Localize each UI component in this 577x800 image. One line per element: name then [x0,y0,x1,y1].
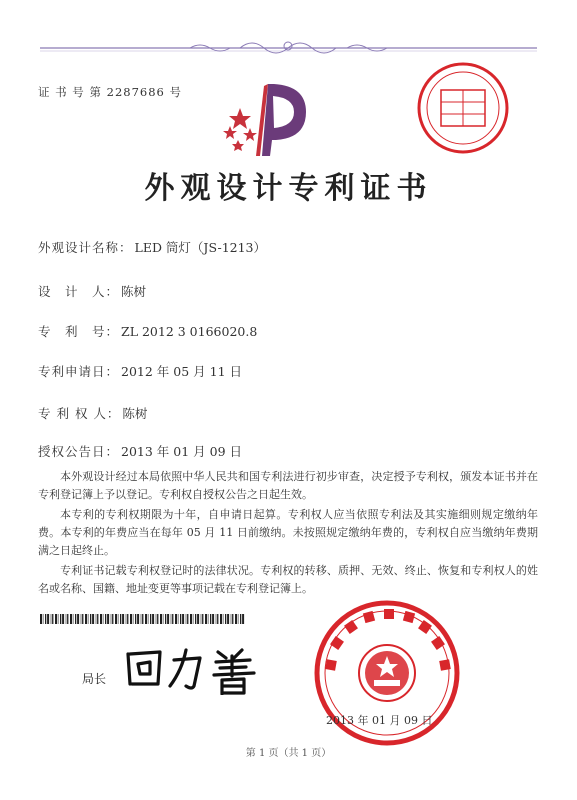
agency-stamp-icon [415,60,511,156]
director-signature-icon [120,640,280,695]
field-value: LED 筒灯（JS-1213） [134,240,267,255]
field-label: 专 利 权 人： [38,406,121,421]
signature-label: 局长 [82,672,107,686]
field-patent-number [38,322,257,340]
field-patentee [38,404,147,422]
paragraph-term: 本专利的专利权期限为十年，自申请日起算。专利权人应当依照专利法及其实施细则规定缴纳年费。本专利的年费应当在每年 05 月 11 日前缴纳。未按照规定缴纳年费的，专利权自应当缴纳年费期满之日起终止。 [38,508,538,557]
field-value: ZL 2012 3 0166020.8 [121,324,258,339]
field-label: 授权公告日： [38,444,120,459]
certificate-number: 证 书 号 第 2287686 号 [38,85,182,99]
field-design-name [38,238,266,256]
field-label: 专利申请日： [38,364,120,379]
field-value: 2013 年 01 月 09 日 [121,444,243,459]
sipo-emblem-icon [210,78,330,158]
certificate-title: 外观设计专利证书 [144,171,433,206]
page-number: 第 1 页（共 1 页） [245,748,332,759]
ornamental-border-icon [40,38,537,58]
paragraph-grant: 本外观设计经过本局依照中华人民共和国专利法进行初步审查，决定授予专利权，颁发本证书并在专利登记簿上予以登记。专利权自授权公告之日起生效。 [38,470,538,501]
paragraph-register: 专利证书记载专利权登记时的法律状况。专利权的转移、质押、无效、终止、恢复和专利权人的姓名或名称、国籍、地址变更等事项记载在专利登记簿上。 [38,564,538,595]
field-value: 陈树 [122,406,148,421]
field-label: 设 计 人： [38,284,120,299]
field-value: 2012 年 05 月 11 日 [121,364,243,379]
field-application-date [38,362,242,380]
field-label: 专 利 号： [38,324,120,339]
field-label: 外观设计名称： [38,240,133,255]
barcode-icon [40,614,245,624]
field-designer [38,282,146,300]
seal-date: 2013 年 01 月 09 日 [326,714,433,727]
field-value: 陈树 [121,284,147,299]
field-grant-date [38,442,242,460]
